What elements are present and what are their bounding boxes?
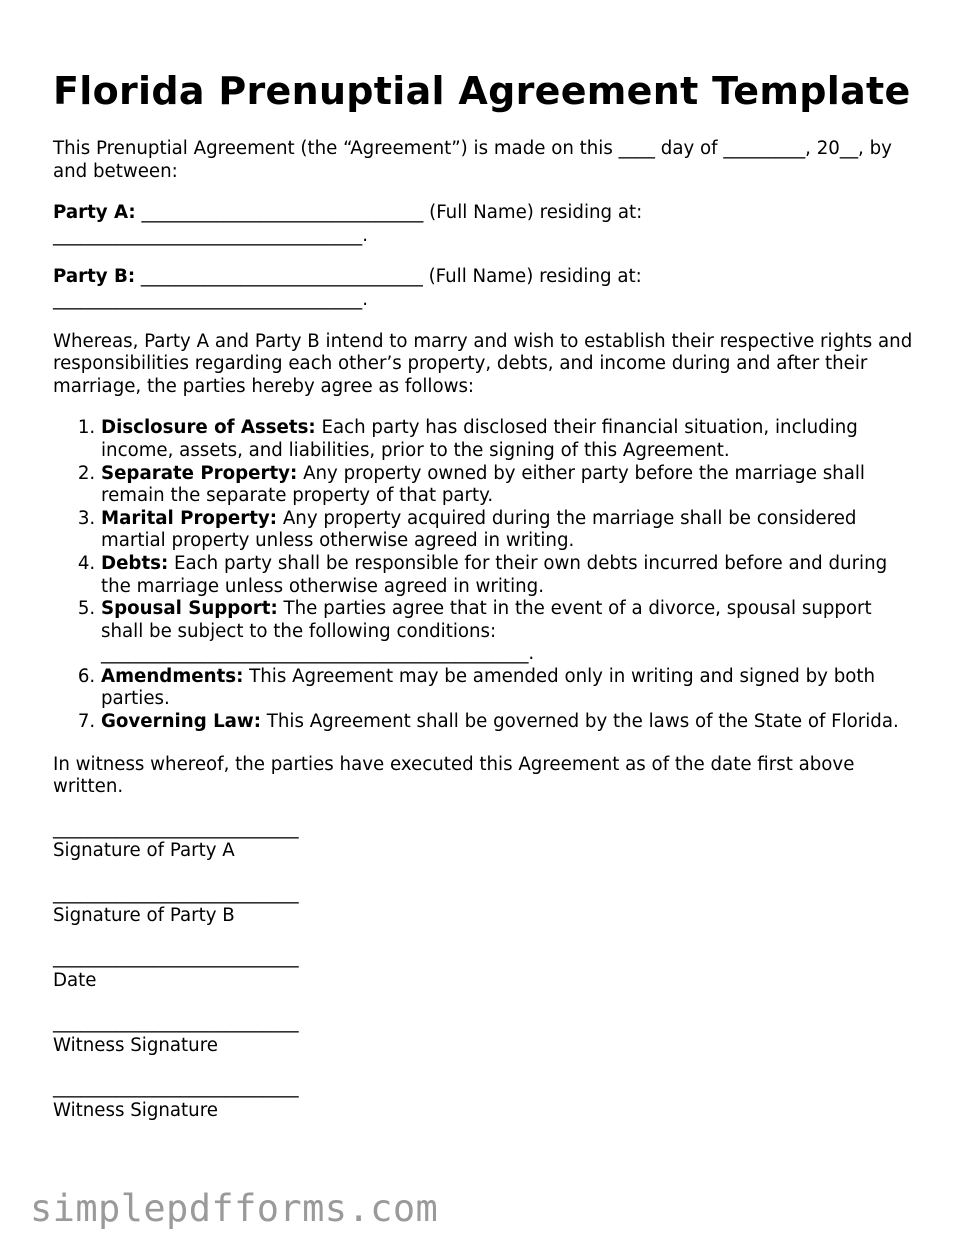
term-title: Governing Law: <box>101 711 262 733</box>
term-item-governing-law <box>101 711 919 734</box>
signature-label: Signature of Party A <box>53 840 235 862</box>
term-text: This Agreement shall be governed by the laws of the State of Florida. <box>261 711 899 733</box>
term-title: Spousal Support: <box>101 598 278 620</box>
site-watermark: simplepdfforms.com <box>30 1187 439 1230</box>
term-text: Any property acquired during the marriage shall be considered martial property unless otherwise agreed in writing. <box>101 507 857 552</box>
term-title: Amendments: <box>101 665 244 687</box>
term-item-disclosure <box>101 417 919 462</box>
signature-label: Signature of Party B <box>53 905 235 927</box>
signature-line: ___________________________ <box>53 947 299 969</box>
party-b-label: Party B: <box>53 266 136 288</box>
term-item-debts <box>101 553 919 598</box>
witness-clause: In witness whereof, the parties have executed this Agreement as of the date first above written. <box>53 753 855 798</box>
term-title: Separate Property: <box>101 462 298 484</box>
party-b-fields: _______________________________ (Full Name) residing at: __________________________________. <box>53 266 642 310</box>
signature-party-b <box>53 883 919 928</box>
party-a-line <box>53 202 919 247</box>
signature-label: Witness Signature <box>53 1099 218 1121</box>
term-item-separate-property <box>101 463 919 508</box>
signature-line: ___________________________ <box>53 1076 299 1098</box>
signature-line: ___________________________ <box>53 817 299 839</box>
term-item-amendments <box>101 666 919 711</box>
whereas-paragraph: Whereas, Party A and Party B intend to marry and wish to establish their respective rights and responsibilities regarding each other’s property, debts, and income during and after their marriage, the parties hereby agree as follows: <box>53 330 913 397</box>
signature-line: ___________________________ <box>53 882 299 904</box>
document-title: Florida Prenuptial Agreement Template <box>53 69 911 113</box>
signature-label: Witness Signature <box>53 1034 218 1056</box>
term-item-marital-property <box>101 508 919 553</box>
term-text: Each party shall be responsible for their own debts incurred before and during the marriage unless otherwise agreed in writing. <box>101 552 888 597</box>
term-text: This Agreement may be amended only in writing and signed by both parties. <box>101 665 876 710</box>
party-a-label: Party A: <box>53 202 136 224</box>
signature-label: Date <box>53 970 97 991</box>
signature-witness-1 <box>53 1012 919 1057</box>
term-title: Debts: <box>101 552 169 574</box>
signature-party-a <box>53 818 919 863</box>
terms-list <box>53 417 919 733</box>
signature-date <box>53 947 919 992</box>
party-b-line <box>53 266 919 311</box>
intro-paragraph: This Prenuptial Agreement (the “Agreement”) is made on this ____ day of _________, 20__, by and between: <box>53 138 892 182</box>
term-text: Any property owned by either party before the marriage shall remain the separate property of that party. <box>101 462 865 507</box>
signature-witness-2 <box>53 1077 919 1122</box>
signature-line: ___________________________ <box>53 1012 299 1034</box>
term-title: Marital Property: <box>101 507 278 529</box>
party-a-fields: _______________________________ (Full Name) residing at: __________________________________. <box>53 202 643 246</box>
signature-block <box>53 818 919 1122</box>
document-page <box>53 66 919 1142</box>
term-text: Each party has disclosed their financial situation, including income, assets, and liabilities, prior to the signing of this Agreement. <box>101 417 858 461</box>
term-item-spousal-support <box>101 598 919 666</box>
term-title: Disclosure of Assets: <box>101 417 316 439</box>
term-text: The parties agree that in the event of a divorce, spousal support shall be subject to the following conditions: _______________________________________________. <box>101 598 872 665</box>
